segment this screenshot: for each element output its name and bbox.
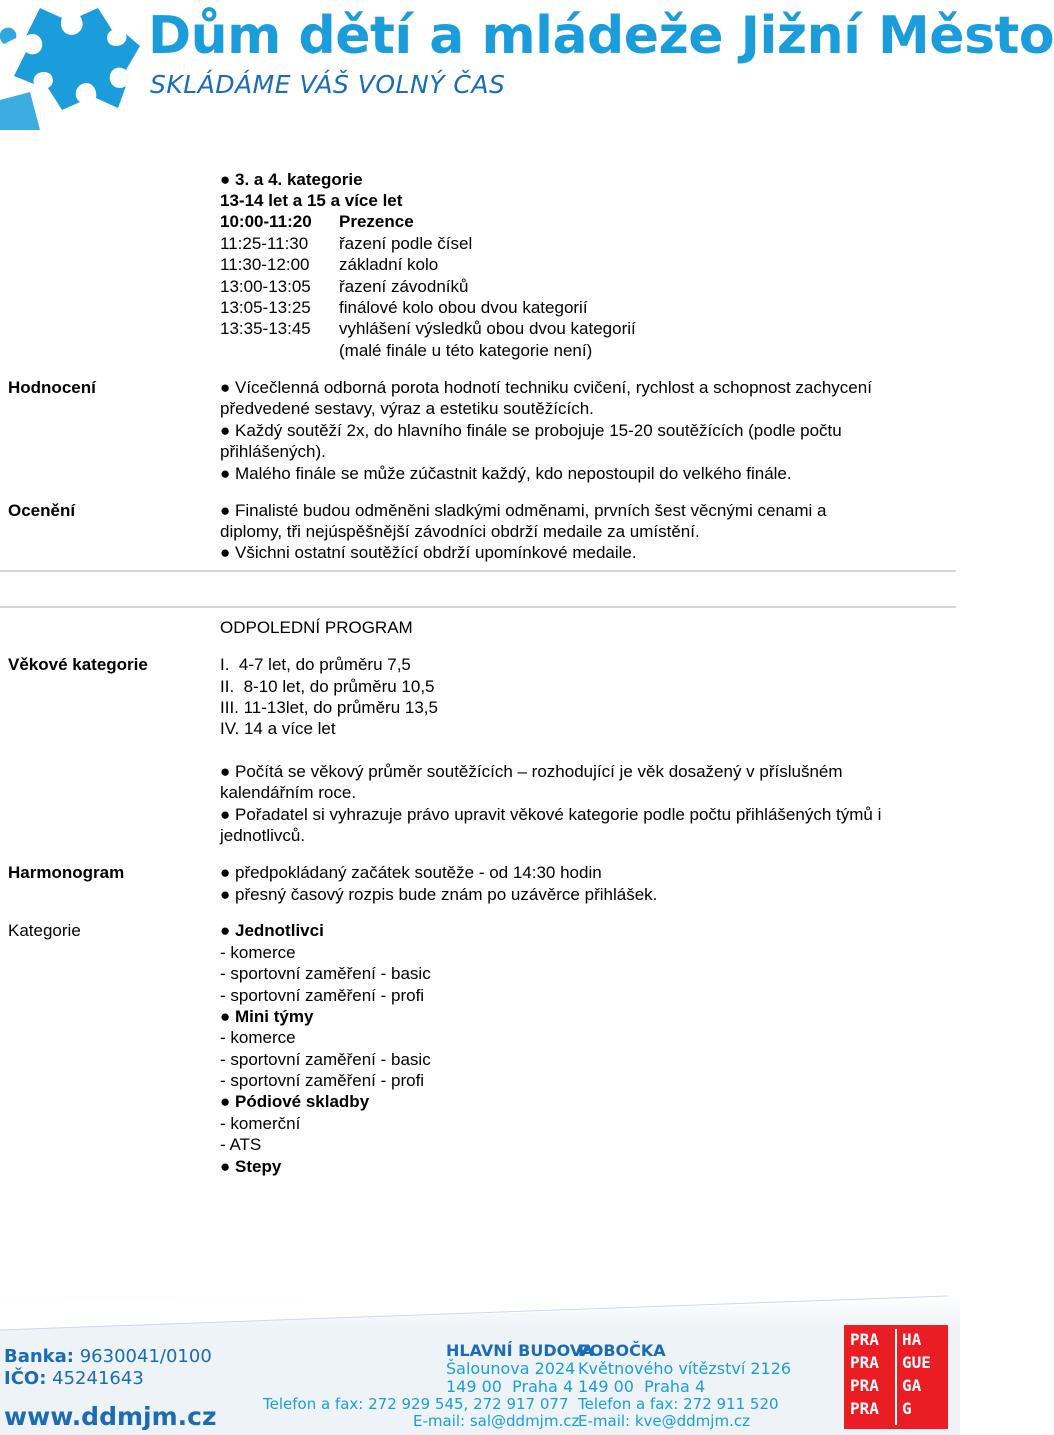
praha-logo-text: G: [902, 1399, 912, 1418]
hodnoceni-text: ● Vícečlenná odborná porota hodnotí techniku cvičení, rychlost a schopnost zachycení: [220, 378, 872, 397]
branch-phone: Telefon a fax: 272 911 520: [578, 1395, 779, 1413]
praha-logo-text: PRA: [850, 1353, 879, 1372]
ico-value: 45241643: [52, 1368, 144, 1389]
kategorie-item: ● Pódiové skladby: [220, 1092, 370, 1111]
oceneni-text: ● Finalisté budou odměněni sladkými odměnami, prvních šest věcnými cenami a: [220, 501, 827, 520]
bank-value: 9630041/0100: [79, 1346, 212, 1367]
kategorie-item: ● Mini týmy: [220, 1007, 314, 1026]
age-note: jednotlivců.: [220, 826, 306, 845]
bank-label: Banka:: [4, 1346, 74, 1367]
schedule-activity: základní kolo: [339, 255, 439, 274]
kategorie-item: - sportovní zaměření - basic: [220, 1050, 431, 1069]
kategorie-item: ● Stepy: [220, 1157, 282, 1176]
hodnoceni-label: Hodnocení: [8, 378, 96, 397]
afternoon-heading: ODPOLEDNÍ PROGRAM: [220, 618, 413, 637]
website-link[interactable]: www.ddmjm.cz: [4, 1402, 217, 1431]
praha-logo-divider: [895, 1329, 897, 1425]
category-heading: ● 3. a 4. kategorie: [220, 170, 363, 189]
schedule-activity: Prezence: [339, 212, 414, 231]
schedule-row: [220, 254, 438, 275]
age-group: IV. 14 a více let: [220, 719, 336, 738]
harmonogram-text: ● přesný časový rozpis bude znám po uzávěrce přihlášek.: [220, 885, 658, 904]
hodnoceni-text: ● Malého finále se může zúčastnit každý, kdo nepostoupil do velkého finále.: [220, 464, 792, 483]
praha-logo-text: PRA: [850, 1376, 879, 1395]
age-group: II. 8-10 let, do průměru 10,5: [220, 677, 435, 696]
kategorie-item: - komerční: [220, 1114, 301, 1133]
praha-logo-text: PRA: [850, 1330, 879, 1349]
ico-label: IČO:: [4, 1368, 47, 1389]
schedule-row: [220, 276, 468, 297]
praha-logo-text: PRA: [850, 1399, 879, 1418]
schedule-row: [220, 211, 414, 232]
main-building-title: HLAVNÍ BUDOVA: [446, 1341, 594, 1360]
age-note: kalendářním roce.: [220, 783, 357, 802]
footer-decoration: [0, 1290, 960, 1340]
kategorie-item: - ATS: [220, 1135, 262, 1154]
schedule-activity: finálové kolo obou dvou kategorií: [339, 298, 588, 317]
hodnoceni-text: přihlášených).: [220, 442, 326, 461]
oceneni-text: ● Všichni ostatní soutěžící obdrží upomínkové medaile.: [220, 543, 637, 562]
schedule-activity: řazení závodníků: [339, 277, 469, 296]
age-group: I. 4-7 let, do průměru 7,5: [220, 655, 411, 674]
schedule-note: (malé finále u této kategorie není): [339, 341, 593, 360]
kategorie-item: ● Jednotlivci: [220, 921, 324, 940]
schedule-time: 13:00-13:05: [220, 277, 311, 296]
kategorie-item: - sportovní zaměření - basic: [220, 964, 431, 983]
divider: [0, 570, 956, 572]
main-building-phone: Telefon a fax: 272 929 545, 272 917 077: [263, 1395, 569, 1413]
puzzle-logo-icon: [0, 0, 140, 130]
age-note: ● Počítá se věkový průměr soutěžících – rozhodující je věk dosažený v příslušném: [220, 762, 843, 781]
brand-title: Dům dětí a mládeže Jižní Město: [148, 6, 1054, 66]
kategorie-item: - komerce: [220, 943, 296, 962]
kategorie-item: - sportovní zaměření - profi: [220, 986, 425, 1005]
brand-slogan: SKLÁDÁME VÁŠ VOLNÝ ČAS: [150, 70, 506, 99]
praha-logo: [844, 1325, 948, 1429]
hodnoceni-text: předvedené sestavy, výraz a estetiku soutěžících.: [220, 399, 594, 418]
branch-city: 149 00 Praha 4: [578, 1377, 706, 1396]
schedule-row: [220, 233, 472, 254]
kategorie-label: Kategorie: [8, 921, 81, 940]
harmonogram-label: Harmonogram: [8, 863, 125, 882]
branch-street: Květnového vítězství 2126: [578, 1359, 792, 1378]
schedule-row: [220, 318, 636, 339]
oceneni-label: Ocenění: [8, 501, 76, 520]
branch-email[interactable]: E-mail: kve@ddmjm.cz: [578, 1412, 750, 1430]
schedule-row: [220, 297, 588, 318]
age-note: ● Pořadatel si vyhrazuje právo upravit věkové kategorie podle počtu přihlášených týmů i: [220, 805, 882, 824]
main-building-city: 149 00 Praha 4: [446, 1377, 574, 1396]
branch-title: POBOČKA: [578, 1341, 666, 1360]
praha-logo-text: GUE: [902, 1353, 931, 1372]
bank-info: [4, 1346, 212, 1367]
main-building-email[interactable]: E-mail: sal@ddmjm.cz: [413, 1412, 580, 1430]
schedule-activity: vyhlášení výsledků obou dvou kategorií: [339, 319, 636, 338]
age-group: III. 11-13let, do průměru 13,5: [220, 698, 438, 717]
praha-logo-text: HA: [902, 1330, 922, 1349]
harmonogram-text: ● předpokládaný začátek soutěže - od 14:30 hodin: [220, 863, 602, 882]
kategorie-item: - sportovní zaměření - profi: [220, 1071, 425, 1090]
main-building-street: Šalounova 2024: [446, 1359, 576, 1378]
schedule-time: 11:30-12:00: [220, 255, 310, 274]
schedule-time: 10:00-11:20: [220, 212, 312, 231]
schedule-time: 13:05-13:25: [220, 298, 311, 317]
age-categories-label: Věkové kategorie: [8, 655, 148, 674]
hodnoceni-text: ● Každý soutěží 2x, do hlavního finále se probojuje 15-20 soutěžících (podle počtu: [220, 421, 842, 440]
schedule-time: 13:35-13:45: [220, 319, 311, 338]
page-header: [0, 0, 1054, 140]
kategorie-item: - komerce: [220, 1028, 296, 1047]
schedule-activity: řazení podle čísel: [339, 234, 473, 253]
schedule-time: 11:25-11:30: [220, 234, 309, 253]
ico-info: [4, 1368, 144, 1389]
category-ages: 13-14 let a 15 a více let: [220, 191, 403, 210]
oceneni-text: diplomy, tři nejúspěšnější závodníci obdrží medaile za umístění.: [220, 522, 700, 541]
divider: [0, 606, 956, 608]
praha-logo-text: GA: [902, 1376, 922, 1395]
